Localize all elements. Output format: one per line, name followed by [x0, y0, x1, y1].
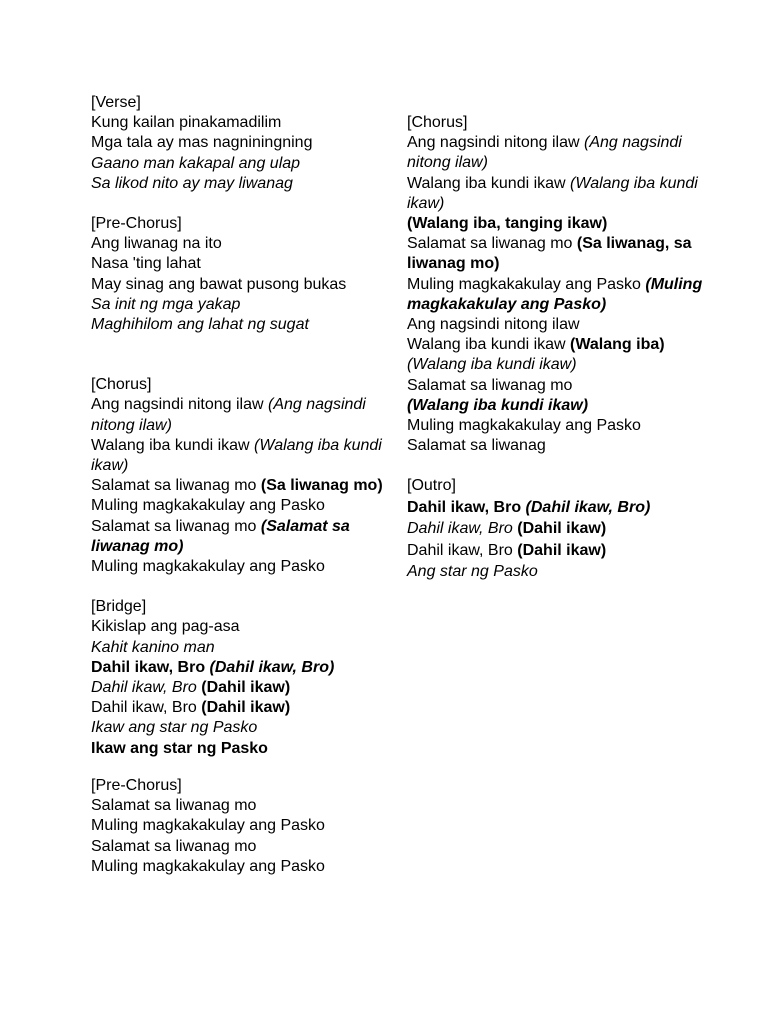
lyric-echo: (Ang nagsindi nitong ilaw) [91, 396, 366, 434]
lyric-text: Dahil ikaw, Bro [91, 658, 210, 676]
lyric-text: Dahil ikaw, Bro [91, 699, 202, 717]
lyric-line [407, 518, 707, 540]
lyric-line: Ang liwanag na ito [91, 235, 222, 253]
lyric-text: Salamat sa liwanag mo [91, 477, 261, 495]
lyric-text: Walang iba kundi ikaw [91, 436, 255, 454]
lyric-echo: (Sa liwanag mo) [260, 477, 383, 495]
lyric-line [91, 698, 391, 718]
lyric-line: Muling magkakakulay ang Pasko [407, 417, 641, 435]
lyric-echo: (Sa liwanag, sa liwanag mo) [407, 235, 692, 273]
lyric-text: Walang iba kundi ikaw [407, 336, 571, 354]
lyric-text: Muling magkakakulay ang Pasko [407, 275, 646, 293]
lyric-line: Kahit kanino man [91, 638, 215, 656]
lyric-line: Maghihilom ang lahat ng sugat [91, 316, 309, 334]
lyric-line: Muling magkakakulay ang Pasko [91, 817, 325, 835]
lyric-text: Dahil ikaw, Bro [407, 520, 518, 538]
bridge-section [91, 597, 391, 759]
lyric-echo: (Muling magkakakulay ang Pasko) [407, 275, 703, 313]
section-label: [Verse] [91, 94, 141, 111]
lyric-line: Mga tala ay mas nagniningning [91, 134, 313, 152]
lyric-line: Gaano man kakapal ang ulap [91, 154, 301, 172]
lyric-line: Ikaw ang star ng Pasko [91, 739, 268, 757]
lyric-echo: (Walang iba) [570, 336, 665, 354]
lyric-echo: (Walang iba kundi ikaw) [91, 436, 382, 475]
lyric-line: May sinag ang bawat pusong bukas [91, 275, 347, 293]
lyric-echo: (Dahil ikaw) [517, 520, 607, 538]
lyric-line: (Walang iba kundi ikaw) [407, 396, 589, 414]
lyric-line [91, 678, 391, 698]
lyric-line: Muling magkakakulay ang Pasko [91, 857, 325, 875]
lyric-line: Ang nagsindi nitong ilaw [407, 316, 580, 334]
lyric-line: Salamat sa liwanag mo [91, 797, 257, 815]
lyric-line: Ang star ng Pasko [407, 563, 538, 581]
lyric-line [91, 395, 391, 435]
lyric-text: Ang nagsindi nitong ilaw [91, 396, 269, 414]
lyric-echo: (Walang iba kundi ikaw) [407, 174, 698, 212]
outro-section [407, 476, 707, 582]
lyric-line [91, 517, 391, 557]
chorus-section [91, 375, 391, 577]
chorus-section-2 [407, 113, 707, 456]
lyric-line: Sa likod nito ay may liwanag [91, 174, 293, 192]
lyric-line [91, 476, 391, 496]
section-label: [Pre-Chorus] [91, 776, 182, 794]
lyric-text: Salamat sa liwanag mo [407, 235, 577, 253]
section-label: [Pre-Chorus] [91, 215, 182, 233]
lyric-text: Dahil ikaw, Bro [407, 541, 518, 559]
lyric-text: Dahil ikaw, Bro [407, 498, 526, 516]
lyric-line [407, 174, 707, 214]
section-label: [Chorus] [91, 376, 152, 394]
lyric-line: Kung kailan pinakamadilim [91, 114, 282, 132]
lyric-text: Walang iba kundi ikaw [407, 174, 571, 192]
lyric-echo: (Dahil ikaw) [201, 699, 291, 717]
verse-section [91, 93, 391, 194]
pre-chorus-section-2 [91, 776, 391, 877]
lyric-text: Salamat sa liwanag mo [91, 517, 261, 535]
lyric-line [407, 133, 707, 173]
lyric-line: Nasa 'ting lahat [91, 255, 201, 273]
lyric-echo: (Dahil ikaw) [201, 679, 291, 697]
lyric-line [407, 540, 707, 562]
lyric-line [91, 436, 391, 476]
left-column [91, 93, 391, 877]
lyric-line: Kikislap ang pag-asa [91, 618, 240, 636]
lyric-line [407, 234, 707, 274]
lyric-echo: (Dahil ikaw, Bro) [209, 658, 335, 676]
lyric-line [407, 497, 707, 519]
lyric-line [91, 658, 391, 678]
right-column [407, 113, 707, 583]
lyric-text: Ang nagsindi nitong ilaw [407, 134, 585, 152]
lyric-text: Dahil ikaw, Bro [91, 679, 202, 697]
section-label: [Chorus] [407, 114, 468, 131]
lyric-line [407, 335, 707, 355]
lyric-echo: (Ang nagsindi nitong ilaw) [407, 134, 682, 172]
lyric-line [407, 275, 707, 315]
section-label: [Bridge] [91, 598, 147, 616]
lyric-echo: (Dahil ikaw) [517, 541, 607, 559]
lyric-line: Muling magkakakulay ang Pasko [91, 497, 325, 515]
lyric-line: (Walang iba, tanging ikaw) [407, 215, 608, 233]
lyric-line: Muling magkakakulay ang Pasko [91, 558, 325, 576]
section-label: [Outro] [407, 477, 456, 495]
lyric-line: Sa init ng mga yakap [91, 295, 241, 313]
lyric-echo: (Dahil ikaw, Bro) [525, 498, 651, 516]
pre-chorus-section [91, 214, 391, 335]
lyric-line: Ikaw ang star ng Pasko [91, 719, 258, 737]
lyric-line: (Walang iba kundi ikaw) [407, 356, 577, 374]
lyric-line: Salamat sa liwanag mo [91, 837, 257, 855]
lyric-line: Salamat sa liwanag [407, 437, 546, 455]
lyric-echo: (Salamat sa liwanag mo) [91, 517, 350, 555]
lyric-line: Salamat sa liwanag mo [407, 376, 573, 394]
